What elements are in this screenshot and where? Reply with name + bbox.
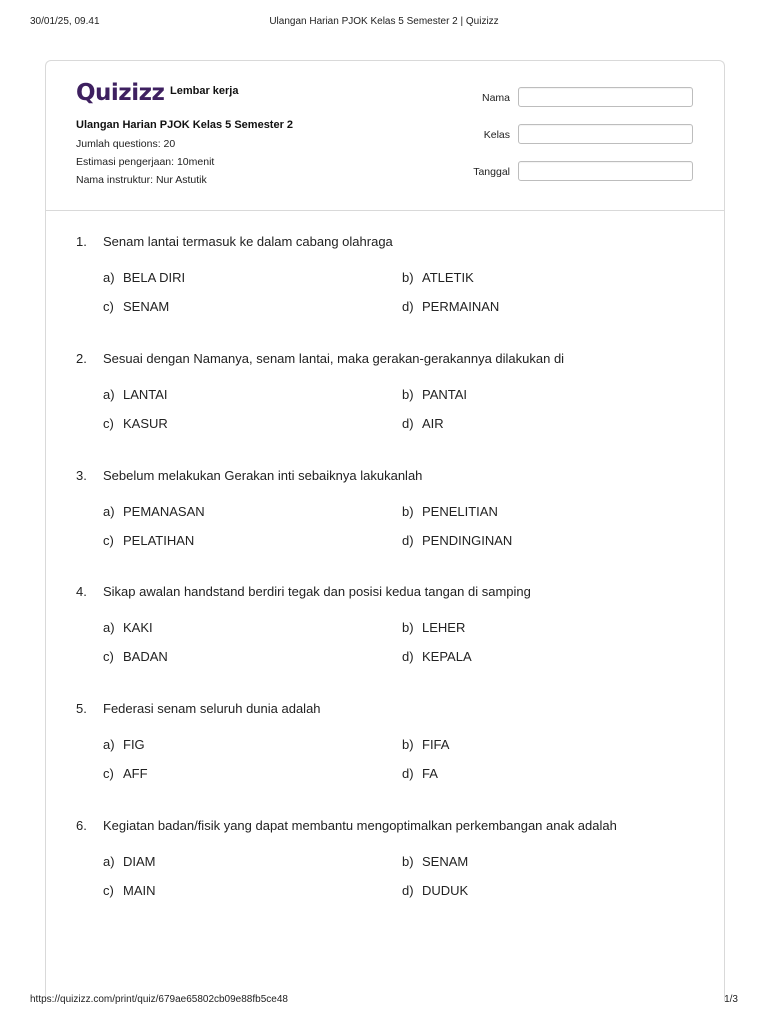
option-text: PERMAINAN xyxy=(422,299,500,314)
option-d xyxy=(402,766,438,781)
questions-count: Jumlah questions: 20 xyxy=(76,138,176,150)
option-text: AFF xyxy=(123,766,148,781)
print-date: 30/01/25, 09.41 xyxy=(30,16,100,27)
option-text: DUDUK xyxy=(422,883,469,898)
option-letter: a) xyxy=(103,854,115,869)
question-text: Sebelum melakukan Gerakan inti sebaiknya lakukanlah xyxy=(103,468,423,483)
option-b xyxy=(402,854,468,869)
option-letter: c) xyxy=(103,883,114,898)
option-b xyxy=(402,504,498,519)
option-text: FIFA xyxy=(422,737,450,752)
question-text: Sesuai dengan Namanya, senam lantai, maka gerakan-gerakannya dilakukan di xyxy=(103,351,565,366)
option-a xyxy=(103,270,185,285)
option-text: PANTAI xyxy=(422,387,468,402)
option-text: PENDINGINAN xyxy=(422,533,513,548)
option-a xyxy=(103,620,153,635)
question-6 xyxy=(46,818,724,918)
name-label: Nama xyxy=(481,92,510,104)
quizizz-logo: Quizizz xyxy=(76,80,165,106)
option-c xyxy=(103,649,168,664)
question-5 xyxy=(46,701,724,801)
question-text: Federasi senam seluruh dunia adalah xyxy=(103,701,321,716)
option-b xyxy=(402,387,467,402)
option-letter: b) xyxy=(402,504,414,519)
option-text: BELA DIRI xyxy=(123,270,186,285)
option-text: KEPALA xyxy=(422,649,472,664)
option-letter: c) xyxy=(103,766,114,781)
question-number: 3. xyxy=(76,468,87,483)
print-title: Ulangan Harian PJOK Kelas 5 Semester 2 | Quizizz xyxy=(269,16,499,27)
option-a xyxy=(103,387,168,402)
option-letter: b) xyxy=(402,270,414,285)
option-letter: d) xyxy=(402,766,414,781)
option-b xyxy=(402,270,474,285)
question-number: 6. xyxy=(76,818,87,833)
option-text: ATLETIK xyxy=(422,270,474,285)
option-text: DIAM xyxy=(123,854,156,869)
question-1 xyxy=(46,234,724,334)
print-url: https://quizizz.com/print/quiz/679ae65802cb09e88fb5ce48 xyxy=(30,994,288,1005)
option-text: LEHER xyxy=(422,620,466,635)
option-letter: d) xyxy=(402,299,414,314)
option-b xyxy=(402,737,449,752)
question-2 xyxy=(46,351,724,451)
class-label: Kelas xyxy=(483,129,510,141)
option-text: LANTAI xyxy=(123,387,168,402)
option-text: BADAN xyxy=(123,649,168,664)
option-letter: d) xyxy=(402,649,414,664)
date-field[interactable] xyxy=(518,161,693,181)
option-letter: a) xyxy=(103,270,115,285)
option-letter: d) xyxy=(402,533,414,548)
question-text: Senam lantai termasuk ke dalam cabang olahraga xyxy=(103,234,393,249)
quiz-title: Ulangan Harian PJOK Kelas 5 Semester 2 xyxy=(76,119,294,131)
option-text: PEMANASAN xyxy=(123,504,205,519)
sheet-type-label: Lembar kerja xyxy=(170,85,239,97)
duration-estimate: Estimasi pengerjaan: 10menit xyxy=(76,156,215,168)
worksheet xyxy=(45,60,725,1001)
worksheet-header xyxy=(46,61,724,211)
page-number: 1/3 xyxy=(724,994,738,1005)
option-letter: b) xyxy=(402,854,414,869)
option-text: FA xyxy=(422,766,438,781)
option-letter: b) xyxy=(402,737,414,752)
question-number: 1. xyxy=(76,234,87,249)
question-4 xyxy=(46,584,724,684)
option-a xyxy=(103,504,205,519)
option-letter: a) xyxy=(103,504,115,519)
name-field[interactable] xyxy=(518,87,693,107)
option-d xyxy=(402,533,512,548)
option-text: SENAM xyxy=(123,299,170,314)
question-text: Sikap awalan handstand berdiri tegak dan posisi kedua tangan di samping xyxy=(103,584,531,599)
option-text: KASUR xyxy=(123,416,168,431)
option-letter: a) xyxy=(103,620,115,635)
option-c xyxy=(103,416,168,431)
option-d xyxy=(402,416,444,431)
print-header xyxy=(30,16,738,30)
question-number: 2. xyxy=(76,351,87,366)
option-c xyxy=(103,299,169,314)
option-letter: b) xyxy=(402,620,414,635)
instructor-name: Nama instruktur: Nur Astutik xyxy=(76,174,207,186)
option-letter: a) xyxy=(103,387,115,402)
option-text: AIR xyxy=(422,416,444,431)
option-text: PENELITIAN xyxy=(422,504,498,519)
option-letter: c) xyxy=(103,299,114,314)
option-text: SENAM xyxy=(422,854,469,869)
option-letter: c) xyxy=(103,533,114,548)
option-text: MAIN xyxy=(123,883,156,898)
option-text: FIG xyxy=(123,737,145,752)
question-text: Kegiatan badan/fisik yang dapat membantu mengoptimalkan perkembangan anak adalah xyxy=(103,818,617,833)
option-letter: a) xyxy=(103,737,115,752)
option-letter: b) xyxy=(402,387,414,402)
option-b xyxy=(402,620,465,635)
option-letter: d) xyxy=(402,416,414,431)
option-c xyxy=(103,883,156,898)
option-c xyxy=(103,766,148,781)
option-text: PELATIHAN xyxy=(123,533,195,548)
option-letter: c) xyxy=(103,416,114,431)
question-3 xyxy=(46,468,724,568)
question-number: 5. xyxy=(76,701,87,716)
option-d xyxy=(402,649,472,664)
option-letter: c) xyxy=(103,649,114,664)
class-field[interactable] xyxy=(518,124,693,144)
option-text: KAKI xyxy=(123,620,153,635)
option-d xyxy=(402,883,468,898)
option-a xyxy=(103,737,145,752)
question-number: 4. xyxy=(76,584,87,599)
option-d xyxy=(402,299,499,314)
print-footer xyxy=(30,994,738,1008)
option-c xyxy=(103,533,194,548)
option-a xyxy=(103,854,156,869)
date-label: Tanggal xyxy=(473,166,510,178)
option-letter: d) xyxy=(402,883,414,898)
